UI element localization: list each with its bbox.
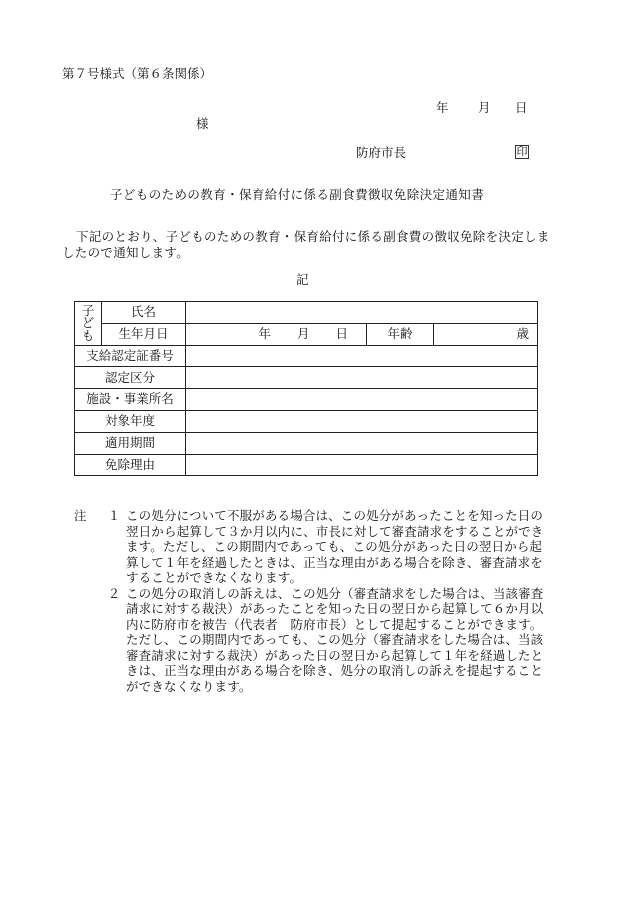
row-value	[186, 410, 538, 432]
date-year: 年	[436, 100, 449, 115]
note-number: １	[107, 508, 121, 523]
row-label-certificate-number: 支給認定証番号	[75, 345, 186, 367]
birthdate-value	[186, 323, 367, 345]
table-row	[75, 345, 538, 367]
name-value	[186, 302, 538, 324]
table-row	[75, 432, 538, 454]
birth-year-label: 年	[258, 325, 271, 341]
note-item	[74, 586, 544, 695]
age-label: 年齢	[367, 323, 434, 345]
addressee-suffix: 様	[196, 116, 209, 131]
table-row-name	[75, 302, 538, 324]
table-row	[75, 367, 538, 389]
child-group-label: 子 ど も	[75, 302, 102, 346]
age-unit: 歳	[434, 323, 538, 345]
name-label: 氏名	[102, 302, 186, 324]
row-label-reason: 免除理由	[75, 454, 186, 476]
ki-label: 記	[296, 272, 309, 287]
table-row-birthdate	[75, 323, 538, 345]
row-value	[186, 367, 538, 389]
row-value	[186, 454, 538, 476]
row-label-category: 認定区分	[75, 367, 186, 389]
birthdate-label: 生年月日	[102, 323, 186, 345]
row-label-period: 適用期間	[75, 432, 186, 454]
row-value	[186, 432, 538, 454]
notes-mark: 注	[74, 508, 87, 523]
info-table	[74, 301, 538, 476]
issuer-name: 防府市長	[356, 145, 407, 160]
row-label-facility: 施設・事業所名	[75, 389, 186, 411]
birth-month-label: 月	[296, 325, 310, 341]
row-value	[186, 389, 538, 411]
seal-mark: 印	[516, 145, 528, 158]
note-item	[74, 508, 544, 586]
form-number: 第７号様式（第６条関係）	[62, 66, 213, 81]
birth-day-label: 日	[335, 325, 348, 341]
table-row	[75, 389, 538, 411]
body-text: 下記のとおり、子どものための教育・保育給付に係る副食費の徴収免除を決定しましたので通知します。	[62, 229, 550, 260]
table-row	[75, 410, 538, 432]
date-day: 日	[515, 100, 528, 115]
note-text: この処分の取消しの訴えは、この処分（審査請求をした場合は、当該審査請求に対する裁決）があったことを知った日の翌日から起算して６か月以内に防府市を被告（代表者 防府市長）として提起することができます。ただし、この期間内であっても、この処分（審査請求をした場合は、当該審査請求に対する裁決）があった日の翌日から起算して１年を経過したときは、正当な理由がある場合を除き、処分の取消しの訴えを提起することができなくなります。	[126, 585, 544, 694]
row-label-fiscal-year: 対象年度	[75, 410, 186, 432]
note-text: この処分について不服がある場合は、この処分があったことを知った日の翌日から起算して３か月以内に、市長に対して審査請求をすることができます。ただし、この期間内であっても、この処分があった日の翌日から起算して１年を経過したときは、正当な理由がある場合を除き、審査請求をすることができなくなります。	[126, 508, 544, 585]
row-value	[186, 345, 538, 367]
date-month: 月	[478, 100, 491, 115]
notes-section	[74, 508, 544, 694]
table-row	[75, 454, 538, 476]
document-title: 子どものための教育・保育給付に係る副食費徴収免除決定通知書	[110, 187, 485, 202]
note-number: ２	[107, 585, 121, 601]
